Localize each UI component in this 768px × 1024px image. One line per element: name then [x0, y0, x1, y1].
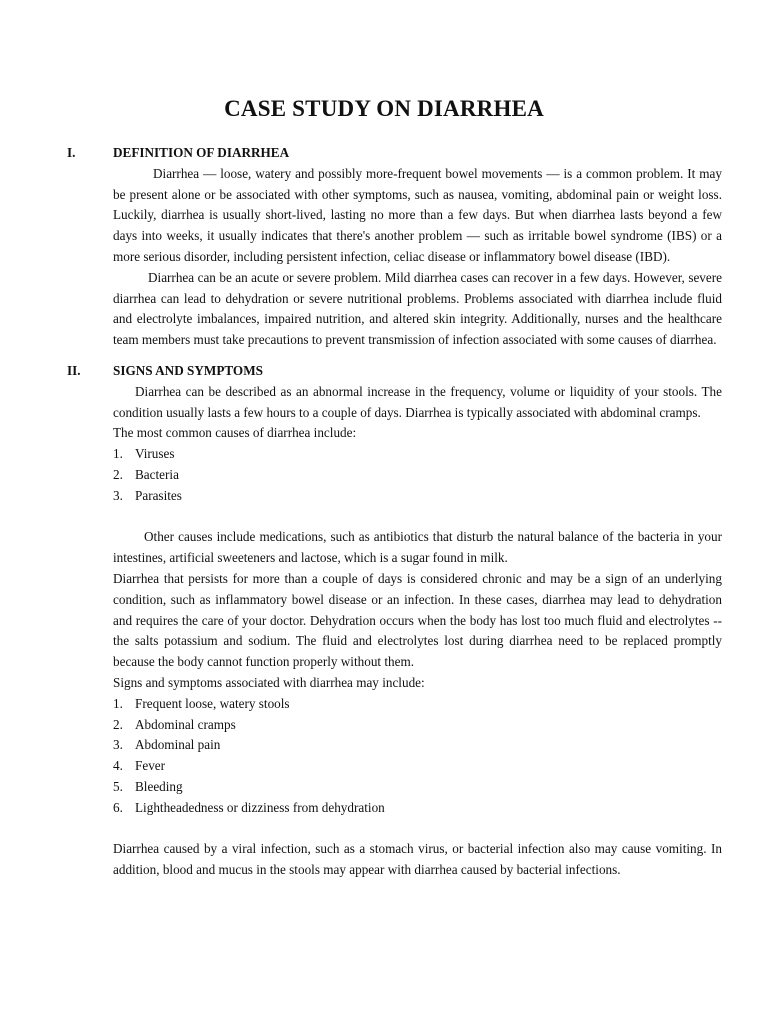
causes-list — [113, 444, 722, 506]
symptoms-intro: Signs and symptoms associated with diarrhea may include: — [113, 674, 425, 690]
list-item: 2. Bacteria — [113, 466, 179, 482]
list-item: 3. Abdominal pain — [113, 737, 221, 753]
list-item: 4. Fever — [113, 758, 166, 774]
document-body — [67, 143, 722, 881]
other-causes-paragraph: Other causes include medications, such as antibiotics that disturb the natural balance of the bacteria in your intestines, artificial sweeteners and lactose, which is a sugar found in milk. — [113, 529, 722, 566]
closing-paragraph: Diarrhea caused by a viral infection, such as a stomach virus, or bacterial infection also may cause vomiting. In addition, blood and mucus in the stools may appear with diarrhea caused by bacterial infections. — [113, 841, 722, 878]
section-number: II. — [67, 362, 81, 378]
section-title: DEFINITION OF DIARRHEA — [113, 145, 290, 160]
list-item: 5. Bleeding — [113, 778, 183, 794]
list-item: 1. Frequent loose, watery stools — [113, 695, 290, 711]
section-heading-signs — [67, 361, 722, 382]
document-title: CASE STUDY ON DIARRHEA — [224, 96, 544, 121]
section-title: SIGNS AND SYMPTOMS — [113, 362, 263, 378]
definition-paragraph-2: Diarrhea can be an acute or severe problem. Mild diarrhea cases can recover in a few days. However, severe diarrhea can lead to dehydration or severe nutritional problems. Problems associated with diarrhea include fluid and electrolyte imbalances, impaired nutrition, and altered skin integrity. Additionally, nurses and the healthcare team members must take precautions to prevent transmission of infection associated with some causes of diarrhea. — [113, 269, 722, 348]
chronic-paragraph: Diarrhea that persists for more than a couple of days is considered chronic and may be a sign of an underlying condition, such as inflammatory bowel disease or an infection. In these cases, diarrhea may lead to dehydration and requires the care of your doctor. Dehydration occurs when the body has lost too much fluid and electrolytes -- the salts potassium and sodium. The fluid and electrolytes lost during diarrhea need to be replaced promptly because the body cannot function properly without them. — [113, 570, 722, 670]
symptoms-list — [113, 694, 722, 819]
causes-intro: The most common causes of diarrhea include: — [113, 425, 357, 441]
list-item: 6. Lightheadedness or dizziness from dehydration — [113, 799, 385, 815]
definition-paragraph-1: Diarrhea — loose, watery and possibly more-frequent bowel movements — is a common problem. It may be present alone or be associated with other symptoms, such as nausea, vomiting, abdominal pain or weight loss. Luckily, diarrhea is usually short-lived, lasting no more than a few days. But when diarrhea lasts beyond a few days into weeks, it usually indicates that there's another problem — such as irritable bowel syndrome (IBS) or a more serious disorder, including persistent infection, celiac disease or inflammatory bowel disease (IBD). — [113, 165, 722, 264]
signs-intro-paragraph: Diarrhea can be described as an abnormal increase in the frequency, volume or liquidity of your stools. The condition usually lasts a few hours to a couple of days. Diarrhea is typically associated with abdominal cramps. — [113, 383, 722, 420]
section-number: I. — [67, 145, 76, 160]
section-heading-definition — [67, 143, 722, 164]
list-item: 2. Abdominal cramps — [113, 716, 236, 732]
list-item: 1. Viruses — [113, 446, 175, 462]
list-item: 3. Parasites — [113, 487, 182, 503]
